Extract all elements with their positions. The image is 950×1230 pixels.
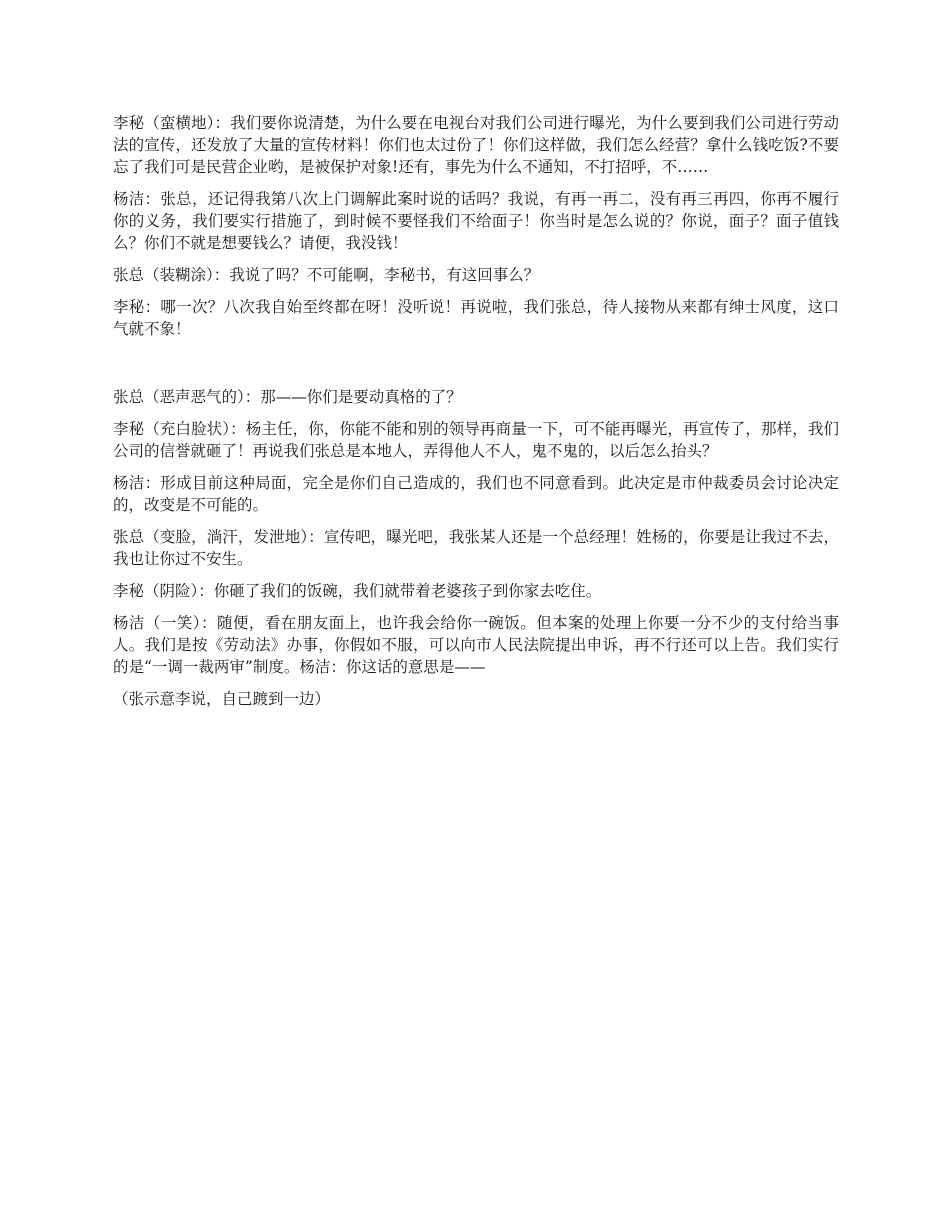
- dialogue-paragraph-6: 李秘（充白脸状）：杨主任，你，你能不能和别的领导再商量一下，可不能再曝光，再宣传了，那样，我们公司的信誉就砸了！再说我们张总是本地人，弄得他人不人，鬼不鬼的，以后怎么抬头？: [113, 420, 839, 460]
- dialogue-paragraph-1: 李秘（蛮横地）：我们要你说清楚，为什么要在电视台对我们公司进行曝光，为什么要到我们公司进行劳动法的宣传，还发放了大量的宣传材料！你们也太过份了！你们这样做，我们怎么经营？拿什么钱吃饭?不要忘了我们可是民营企业哟，是被保护对象!还有，事先为什么不通知，不打招呼，不……: [113, 114, 839, 176]
- dialogue-paragraph-5: 张总（恶声恶气的）：那——你们是要动真格的了？: [113, 388, 462, 406]
- dialogue-paragraph-4: 李秘：哪一次？八次我自始至终都在呀！没听说！再说啦，我们张总，待人接物从来都有绅士风度，这口气就不象！: [113, 298, 839, 338]
- section-gap: [113, 350, 839, 386]
- stage-direction: （张示意李说，自己踱到一边）: [113, 690, 331, 708]
- document-page: [113, 112, 839, 720]
- dialogue-paragraph-7: 杨洁：形成目前这种局面，完全是你们自己造成的，我们也不同意看到。此决定是市仲裁委员会讨论决定的，改变是不可能的。: [113, 474, 839, 514]
- dialogue-paragraph-3: 张总（装糊涂）：我说了吗？不可能啊，李秘书，有这回事么？: [113, 266, 540, 284]
- dialogue-paragraph-9: 李秘（阴险）：你砸了我们的饭碗，我们就带着老婆孩子到你家去吃住。: [113, 582, 602, 600]
- dialogue-paragraph-8: 张总（变脸，淌汗，发泄地）：宣传吧，曝光吧，我张某人还是一个总经理！姓杨的，你要是让我过不去，我也让你过不安生。: [113, 528, 839, 568]
- dialogue-paragraph-10: 杨洁（一笑）：随便，看在朋友面上，也许我会给你一碗饭。但本案的处理上你要一分不少的支付给当事人。我们是按《劳动法》办事，你假如不服，可以向市人民法院提出申诉，再不行还可以上告。我们实行的是“一调一裁两审”制度。杨洁：你这话的意思是——: [113, 614, 839, 676]
- dialogue-paragraph-2: 杨洁：张总，还记得我第八次上门调解此案时说的话吗？我说，有再一再二，没有再三再四，你再不履行你的义务，我们要实行措施了，到时候不要怪我们不给面子！你当时是怎么说的？你说，面子？面子值钱么？你们不就是想要钱么？请便，我没钱！: [113, 190, 839, 252]
